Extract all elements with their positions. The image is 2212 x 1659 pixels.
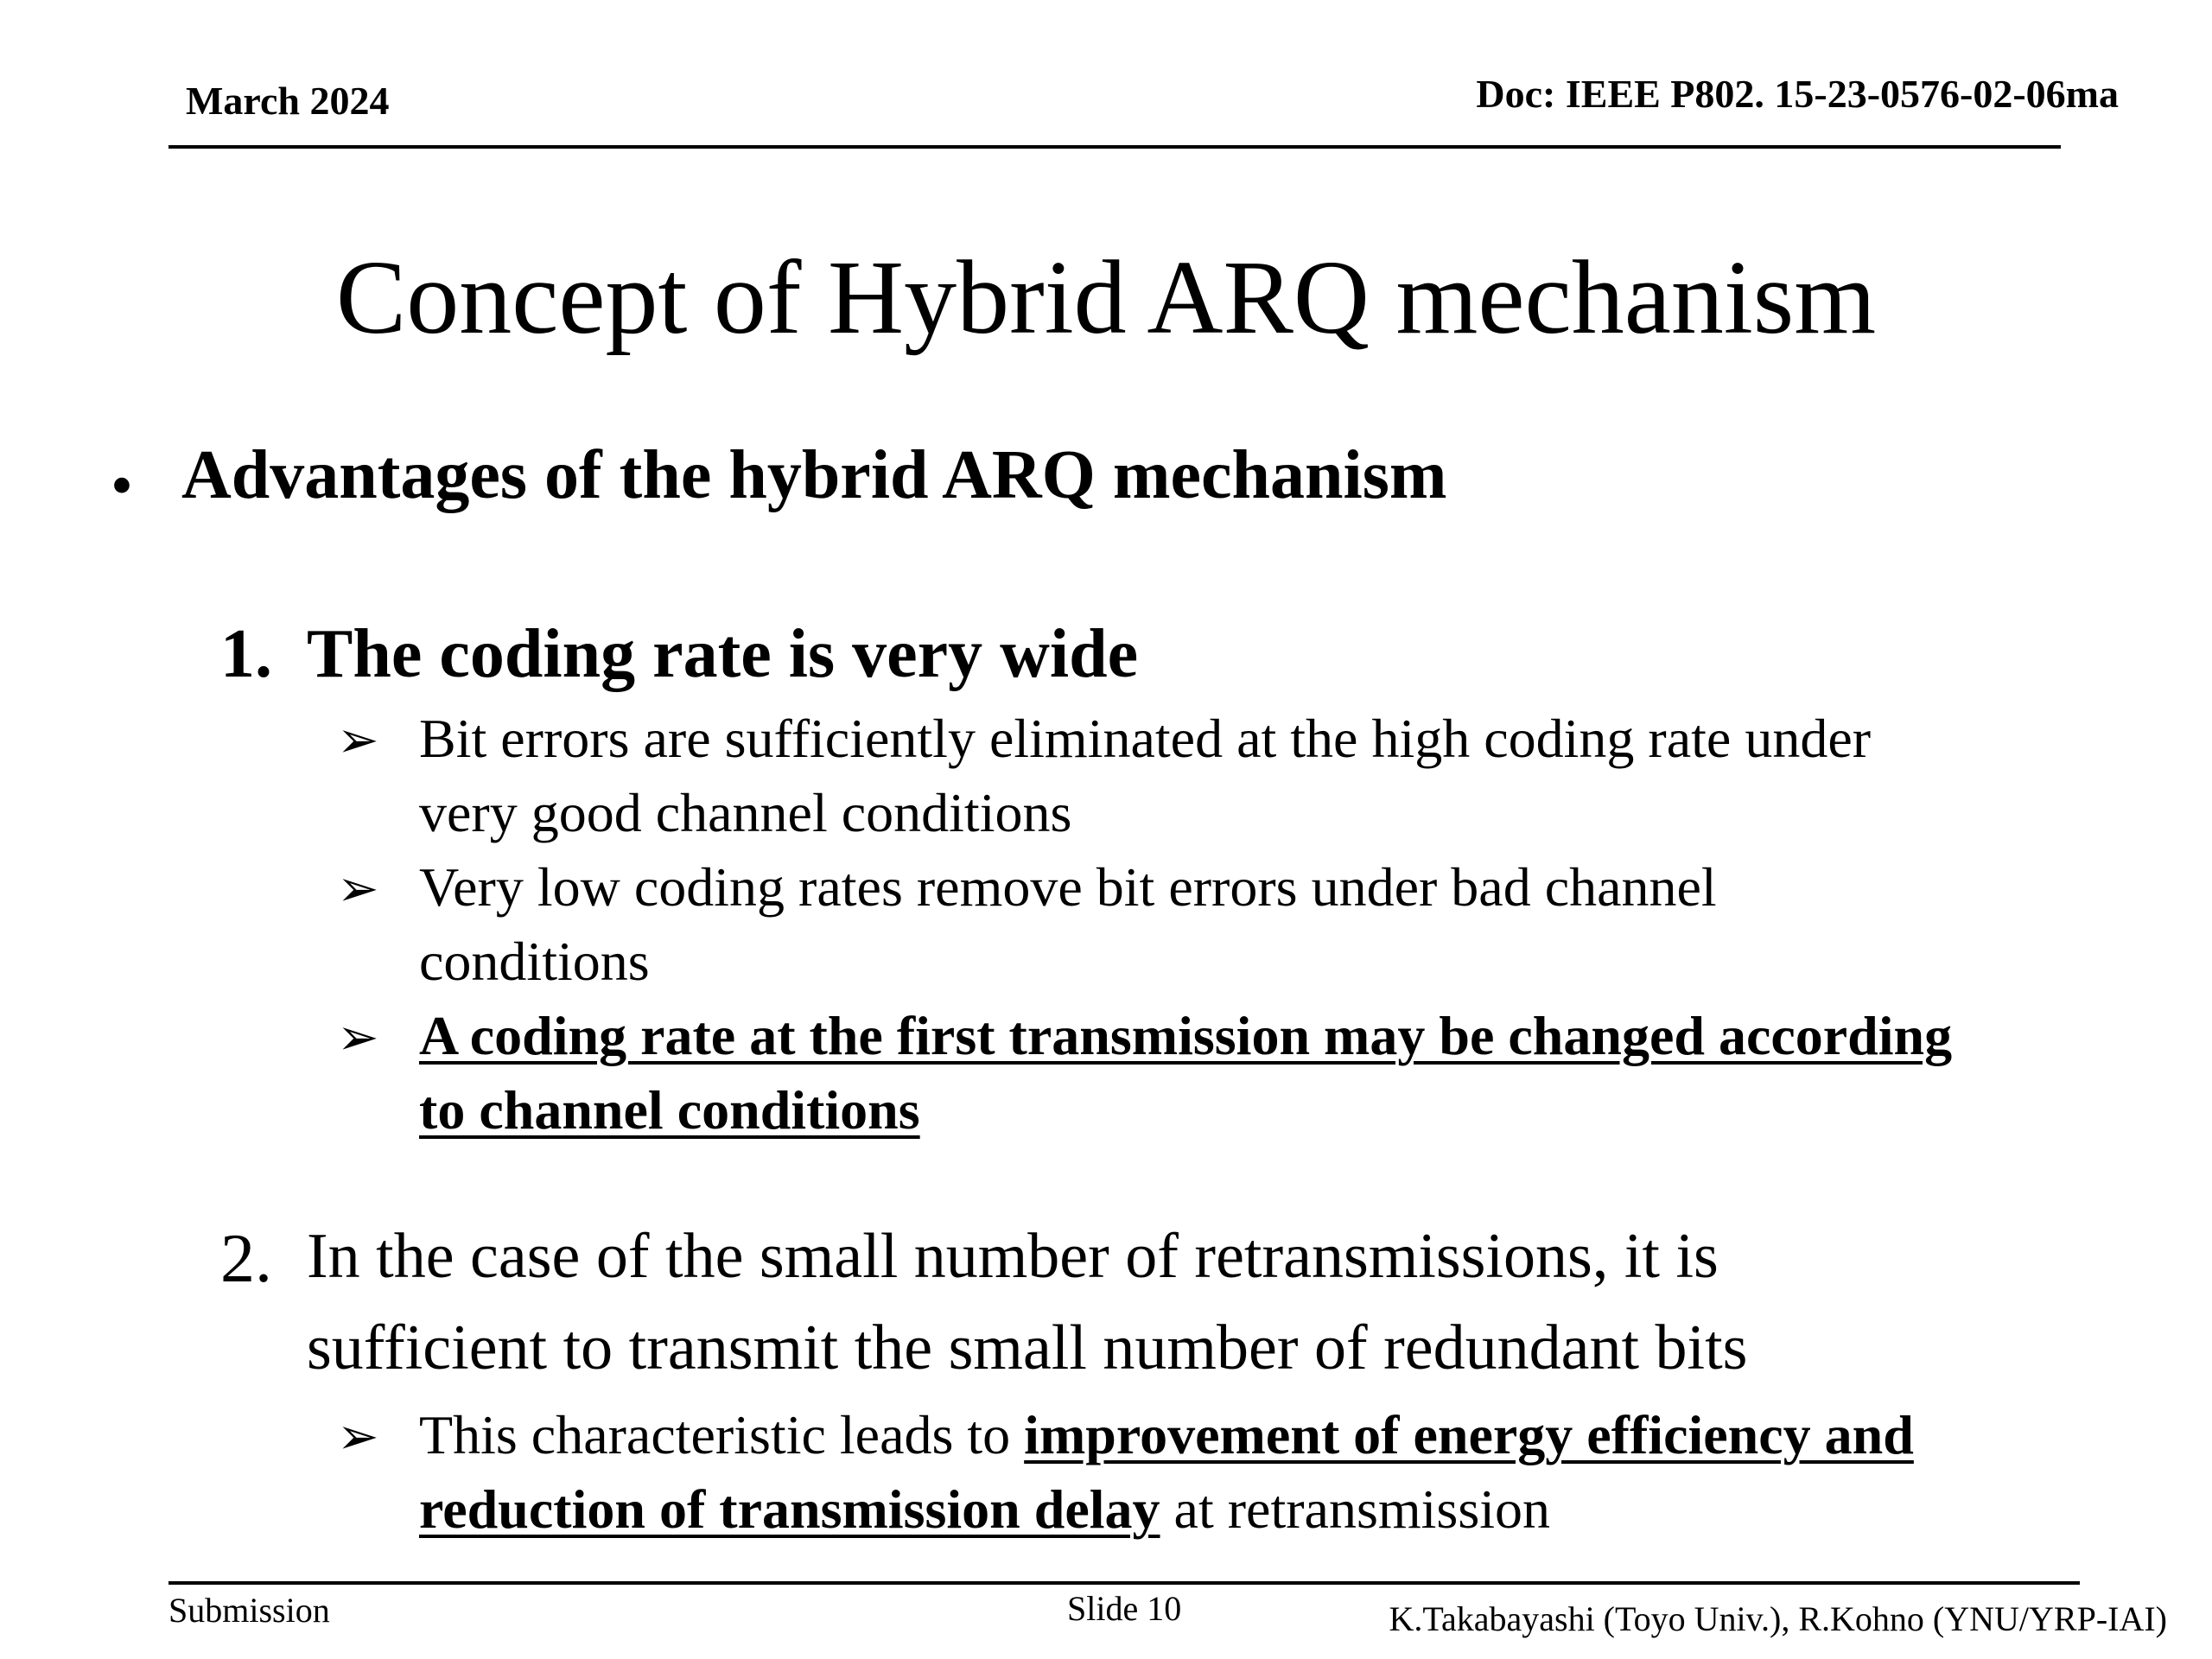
sub-bullet-1-line-2: very good channel conditions	[419, 782, 1072, 843]
sub-bullet-2-line-2: conditions	[419, 931, 650, 992]
arrow-bullet-icon: ➢	[337, 1407, 379, 1465]
bullet-heading: Advantages of the hybrid ARQ mechanism	[181, 437, 1447, 513]
sub-bullet-4-post: at retransmission	[1160, 1478, 1550, 1540]
header-doc-number: Doc: IEEE P802. 15-23-0576-02-06ma	[1476, 72, 2119, 116]
sub-bullet-4-emphasis-2: reduction of transmission delay	[419, 1478, 1160, 1540]
item-1-text: The coding rate is very wide	[307, 616, 1139, 692]
sub-bullet-3-line-2: to channel conditions	[419, 1079, 920, 1141]
sub-bullet-4-pre: This characteristic leads to	[419, 1404, 1025, 1465]
sub-bullet-2-line-1: Very low coding rates remove bit errors under bad channel	[419, 856, 1717, 918]
header-divider	[168, 145, 2061, 149]
sub-bullet-4-line-1	[419, 1398, 1914, 1472]
item-2-number: 2.	[220, 1221, 272, 1297]
bullet-dot-icon: •	[111, 450, 133, 521]
arrow-bullet-icon: ➢	[337, 1007, 379, 1066]
footer-divider	[168, 1581, 2080, 1585]
sub-bullet-3-line-1: A coding rate at the first transmission may be changed according	[419, 1005, 1953, 1066]
item-2-text-line-1: In the case of the small number of retransmissions, it is	[307, 1221, 1719, 1292]
header-date: March 2024	[186, 79, 390, 123]
footer-slide-number: Slide 10	[1067, 1589, 1182, 1628]
item-2-text-line-2: sufficient to transmit the small number of redundant bits	[307, 1313, 1748, 1383]
item-1-number: 1.	[220, 616, 272, 692]
arrow-bullet-icon: ➢	[337, 710, 379, 769]
sub-bullet-4-line-2	[419, 1472, 1550, 1547]
sub-bullet-1-line-1: Bit errors are sufficiently eliminated at the high coding rate under	[419, 708, 1872, 769]
arrow-bullet-icon: ➢	[337, 859, 379, 918]
footer-authors: K.Takabayashi (Toyo Univ.), R.Kohno (YNU/YRP-IAI)	[1389, 1599, 2167, 1638]
footer-submission: Submission	[168, 1591, 330, 1630]
slide-title: Concept of Hybrid ARQ mechanism	[335, 239, 1877, 356]
sub-bullet-4-emphasis-1: improvement of energy efficiency and	[1024, 1404, 1914, 1465]
